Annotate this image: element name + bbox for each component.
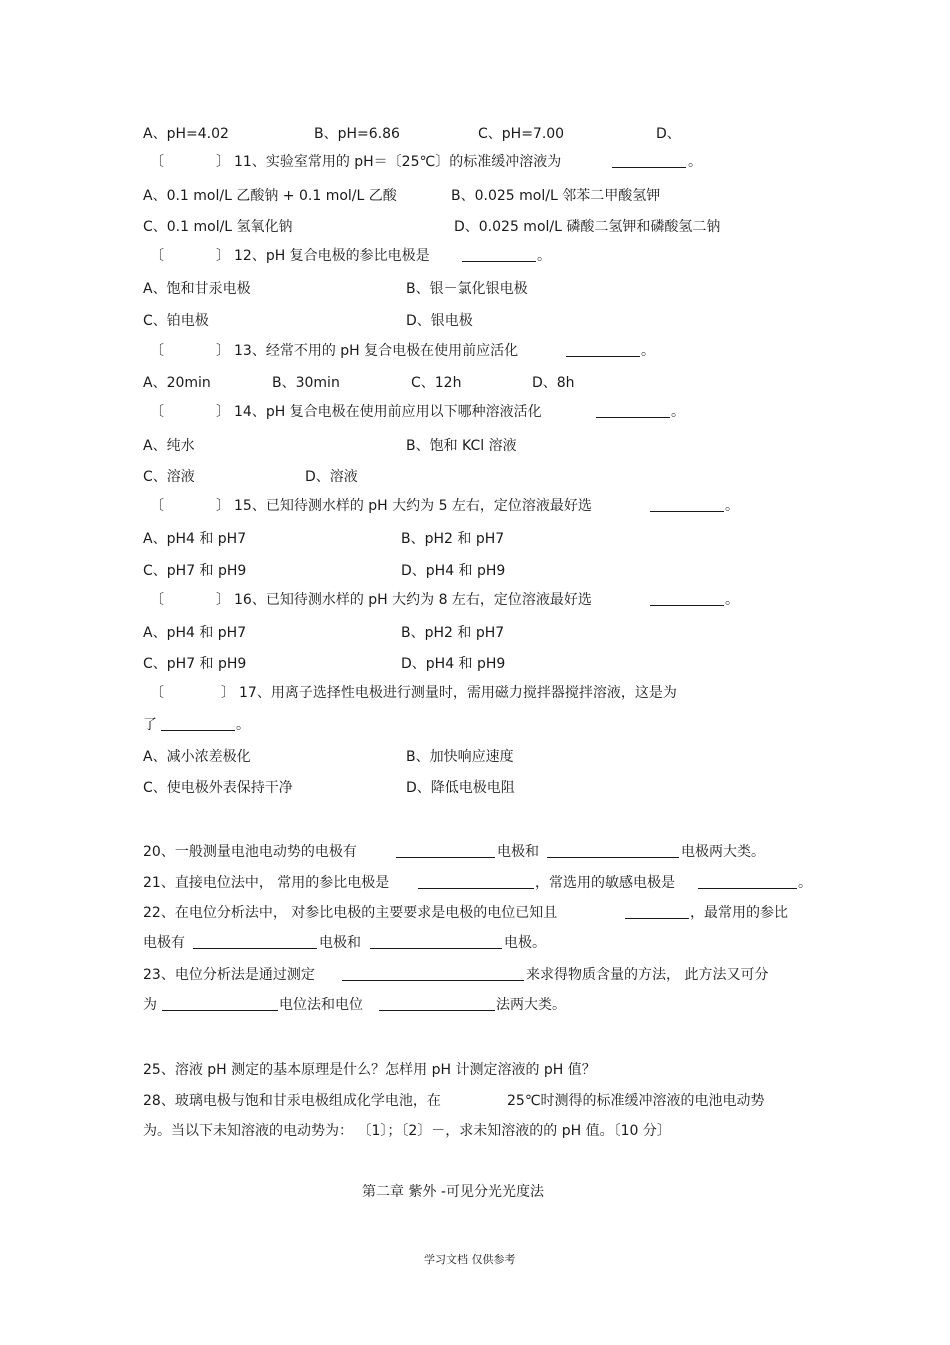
q14-bracket-open: 〔 xyxy=(150,404,164,420)
q17-bracket-open: 〔 xyxy=(150,685,164,701)
q15-bracket-close: 〕 xyxy=(216,498,230,514)
q13-option-d: D、8h xyxy=(532,375,575,391)
q12-end: 。 xyxy=(537,248,551,264)
q21-blank2[interactable] xyxy=(698,874,797,894)
q13-option-a: A、20min xyxy=(143,375,211,391)
q12-answer-blank[interactable] xyxy=(462,247,536,267)
q11-bracket-open: 〔 xyxy=(150,154,164,170)
q12-option-a: A、饱和甘汞电极 xyxy=(143,281,251,297)
q11-end: 。 xyxy=(688,154,702,170)
q22-part2: ，最常用的参比 xyxy=(690,905,788,921)
q12-option-d: D、银电极 xyxy=(406,313,473,329)
q13-option-b: B、30min xyxy=(272,375,340,391)
q20-part1: 20、一般测量电池电动势的电极有 xyxy=(143,844,357,860)
q14-stem: 14、pH 复合电极在使用前应用以下哪种溶液活化 xyxy=(234,404,542,420)
q16-bracket-close: 〕 xyxy=(216,592,230,608)
q14-bracket-close: 〕 xyxy=(216,404,230,420)
q21-part2: ，常选用的敏感电极是 xyxy=(535,875,675,891)
q23-part3: 为 xyxy=(143,997,157,1013)
q17-option-a: A、减小浓差极化 xyxy=(143,749,251,765)
q11-stem: 11、实验室常用的 pH＝〔25℃〕的标准缓冲溶液为 xyxy=(234,154,562,170)
q14-answer-blank[interactable] xyxy=(596,403,670,423)
q23-part5: 法两大类。 xyxy=(496,997,566,1013)
q16-option-c: C、pH7 和 pH9 xyxy=(143,656,247,672)
q17-answer-blank[interactable] xyxy=(161,716,235,736)
q14-option-c: C、溶液 xyxy=(143,469,195,485)
q11-bracket-close: 〕 xyxy=(216,154,230,170)
q22-blank1[interactable] xyxy=(625,904,689,924)
q10-option-c: C、pH=7.00 xyxy=(478,126,565,142)
q17-option-d: D、降低电极电阻 xyxy=(406,780,515,796)
q14-option-a: A、纯水 xyxy=(143,438,195,454)
q28-line1b: 25℃时测得的标准缓冲溶液的电池电动势 xyxy=(507,1093,765,1109)
q11-answer-blank[interactable] xyxy=(612,153,686,173)
q17-stem: 17、用离子选择性电极进行测量时，需用磁力搅拌器搅拌溶液，这是为 xyxy=(239,685,677,701)
q15-stem: 15、已知待测水样的 pH 大约为 5 左右，定位溶液最好选 xyxy=(234,498,592,514)
q25-text: 25、溶液 pH 测定的基本原理是什么？怎样用 pH 计测定溶液的 pH 值？ xyxy=(143,1062,596,1078)
q22-part5: 电极。 xyxy=(504,935,546,951)
q16-bracket-open: 〔 xyxy=(150,592,164,608)
q22-part4: 电极和 xyxy=(319,935,361,951)
q20-part2: 电极和 xyxy=(497,844,539,860)
q12-stem: 12、pH 复合电极的参比电极是 xyxy=(234,248,430,264)
q11-option-d: D、0.025 mol/L 磷酸二氢钾和磷酸氢二钠 xyxy=(454,219,721,235)
q23-blank2[interactable] xyxy=(162,996,278,1016)
q13-bracket-close: 〕 xyxy=(216,343,230,359)
q13-end: 。 xyxy=(641,343,655,359)
q16-option-d: D、pH4 和 pH9 xyxy=(401,656,506,672)
q12-bracket-close: 〕 xyxy=(216,248,230,264)
chapter-title: 第二章 紫外 -可见分光光度法 xyxy=(362,1184,544,1200)
q15-end: 。 xyxy=(725,498,739,514)
q13-stem: 13、经常不用的 pH 复合电极在使用前应活化 xyxy=(234,343,519,359)
q16-option-b: B、pH2 和 pH7 xyxy=(401,625,505,641)
q23-blank1[interactable] xyxy=(342,966,524,986)
page-footer: 学习文档 仅供参考 xyxy=(424,1253,516,1266)
q17-option-c: C、使电极外表保持干净 xyxy=(143,780,293,796)
q17-bracket-close: 〕 xyxy=(221,685,235,701)
q20-blank2[interactable] xyxy=(547,843,679,863)
q28-line2: 为。当以下未知溶液的电动势为： 〔1〕；〔2〕－，求未知溶液的的 pH 值。〔10 分〕 xyxy=(143,1123,671,1139)
q13-option-c: C、12h xyxy=(411,375,462,391)
q22-blank3[interactable] xyxy=(370,934,502,954)
q10-option-b: B、pH=6.86 xyxy=(314,126,400,142)
q11-option-b: B、0.025 mol/L 邻苯二甲酸氢钾 xyxy=(451,188,661,204)
q16-option-a: A、pH4 和 pH7 xyxy=(143,625,247,641)
q10-option-d: D、 xyxy=(656,126,681,142)
q16-end: 。 xyxy=(725,592,739,608)
q17-stem-cont: 了 xyxy=(143,717,157,733)
q22-part1: 22、在电位分析法中， 对参比电极的主要要求是电极的电位已知且 xyxy=(143,905,558,921)
q11-option-a: A、0.1 mol/L 乙酸钠 + 0.1 mol/L 乙酸 xyxy=(143,188,397,204)
q15-option-d: D、pH4 和 pH9 xyxy=(401,563,506,579)
q10-option-a: A、pH=4.02 xyxy=(143,126,229,142)
q13-answer-blank[interactable] xyxy=(566,342,640,362)
q11-option-c: C、0.1 mol/L 氢氧化钠 xyxy=(143,219,293,235)
q20-blank1[interactable] xyxy=(396,843,495,863)
q23-part1: 23、电位分析法是通过测定 xyxy=(143,967,315,983)
q21-blank1[interactable] xyxy=(418,874,534,894)
q20-part3: 电极两大类。 xyxy=(681,844,765,860)
q21-part1: 21、直接电位法中， 常用的参比电极是 xyxy=(143,875,390,891)
q23-part2: 来求得物质含量的方法， 此方法又可分 xyxy=(526,967,769,983)
q14-end: 。 xyxy=(671,404,685,420)
q15-option-b: B、pH2 和 pH7 xyxy=(401,531,505,547)
q14-option-d: D、溶液 xyxy=(305,469,358,485)
q15-answer-blank[interactable] xyxy=(650,497,724,517)
q17-end: 。 xyxy=(236,717,250,733)
q13-bracket-open: 〔 xyxy=(150,343,164,359)
q28-line1a: 28、玻璃电极与饱和甘汞电极组成化学电池，在 xyxy=(143,1093,441,1109)
q16-answer-blank[interactable] xyxy=(650,591,724,611)
q23-blank3[interactable] xyxy=(379,996,495,1016)
q15-option-a: A、pH4 和 pH7 xyxy=(143,531,247,547)
q12-option-c: C、铂电极 xyxy=(143,313,209,329)
q21-part3: 。 xyxy=(798,875,812,891)
q12-bracket-open: 〔 xyxy=(150,248,164,264)
q16-stem: 16、已知待测水样的 pH 大约为 8 左右，定位溶液最好选 xyxy=(234,592,592,608)
q15-option-c: C、pH7 和 pH9 xyxy=(143,563,247,579)
q15-bracket-open: 〔 xyxy=(150,498,164,514)
q23-part4: 电位法和电位 xyxy=(279,997,363,1013)
q17-option-b: B、加快响应速度 xyxy=(406,749,514,765)
q22-part3: 电极有 xyxy=(143,935,185,951)
q14-option-b: B、饱和 KCl 溶液 xyxy=(406,438,517,454)
q22-blank2[interactable] xyxy=(193,934,317,954)
q12-option-b: B、银－氯化银电极 xyxy=(406,281,528,297)
